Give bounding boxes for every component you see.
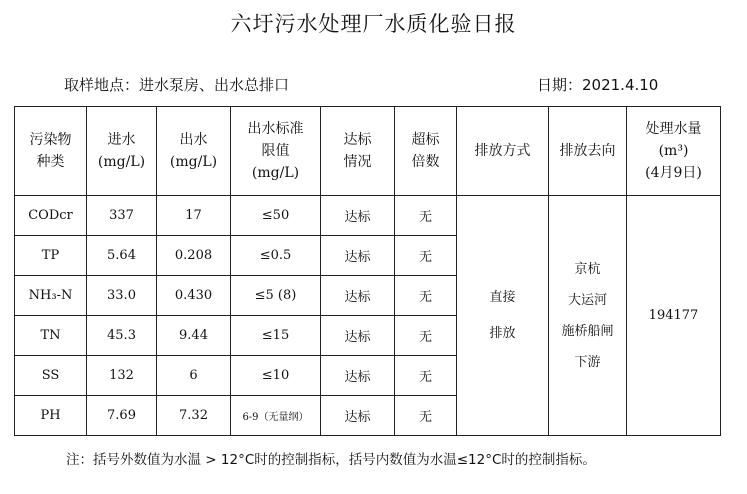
excess-multiple: 无 <box>395 356 457 396</box>
header-pollutant: 污染物 种类 <box>15 107 87 196</box>
compliance-status: 达标 <box>321 236 395 276</box>
header-excess: 超标 倍数 <box>395 107 457 196</box>
effluent-value: 9.44 <box>157 316 231 356</box>
pollutant-name: SS <box>15 356 87 396</box>
excess-multiple: 无 <box>395 196 457 236</box>
table-row <box>15 196 721 236</box>
influent-value: 5.64 <box>87 236 157 276</box>
standard-limit: ≤15 <box>231 316 321 356</box>
influent-value: 7.69 <box>87 396 157 436</box>
effluent-value: 7.32 <box>157 396 231 436</box>
pollutant-name: CODcr <box>15 196 87 236</box>
effluent-value: 6 <box>157 356 231 396</box>
compliance-status: 达标 <box>321 196 395 236</box>
standard-limit: ≤50 <box>231 196 321 236</box>
effluent-value: 0.430 <box>157 276 231 316</box>
influent-value: 132 <box>87 356 157 396</box>
header-row <box>15 107 721 196</box>
excess-multiple: 无 <box>395 396 457 436</box>
excess-multiple: 无 <box>395 276 457 316</box>
sampling-location: 取样地点：进水泵房、出水总排口 <box>64 76 290 94</box>
report-title: 六圩污水处理厂水质化验日报 <box>230 12 517 36</box>
effluent-value: 17 <box>157 196 231 236</box>
effluent-value: 0.208 <box>157 236 231 276</box>
header-discharge-method: 排放方式 <box>457 107 549 196</box>
header-influent: 进水 (mg/L) <box>87 107 157 196</box>
excess-multiple: 无 <box>395 316 457 356</box>
pollutant-name: PH <box>15 396 87 436</box>
standard-limit: ≤10 <box>231 356 321 396</box>
compliance-status: 达标 <box>321 316 395 356</box>
header-discharge-destination: 排放去向 <box>549 107 627 196</box>
pollutant-name: TP <box>15 236 87 276</box>
water-quality-table <box>14 106 721 436</box>
treated-volume: 194177 <box>627 196 721 436</box>
influent-value: 45.3 <box>87 316 157 356</box>
compliance-status: 达标 <box>321 356 395 396</box>
header-effluent: 出水 (mg/L) <box>157 107 231 196</box>
compliance-status: 达标 <box>321 396 395 436</box>
standard-limit: 6-9（无量纲） <box>231 396 321 436</box>
discharge-destination: 京杭 大运河 施桥船闸 下游 <box>549 196 627 436</box>
report-date: 日期：2021.4.10 <box>537 76 659 94</box>
header-standard: 出水标准 限值 (mg/L) <box>231 107 321 196</box>
footnote: 注：括号外数值为水温 > 12°C时的控制指标，括号内数值为水温≤12°C时的控制指标。 <box>66 452 596 468</box>
discharge-method: 直接 排放 <box>457 196 549 436</box>
excess-multiple: 无 <box>395 236 457 276</box>
pollutant-name: NH₃-N <box>15 276 87 316</box>
header-compliance: 达标 情况 <box>321 107 395 196</box>
influent-value: 33.0 <box>87 276 157 316</box>
influent-value: 337 <box>87 196 157 236</box>
header-volume: 处理水量 (m³) (4月9日) <box>627 107 721 196</box>
compliance-status: 达标 <box>321 276 395 316</box>
standard-limit: ≤0.5 <box>231 236 321 276</box>
standard-limit: ≤5 (8) <box>231 276 321 316</box>
pollutant-name: TN <box>15 316 87 356</box>
